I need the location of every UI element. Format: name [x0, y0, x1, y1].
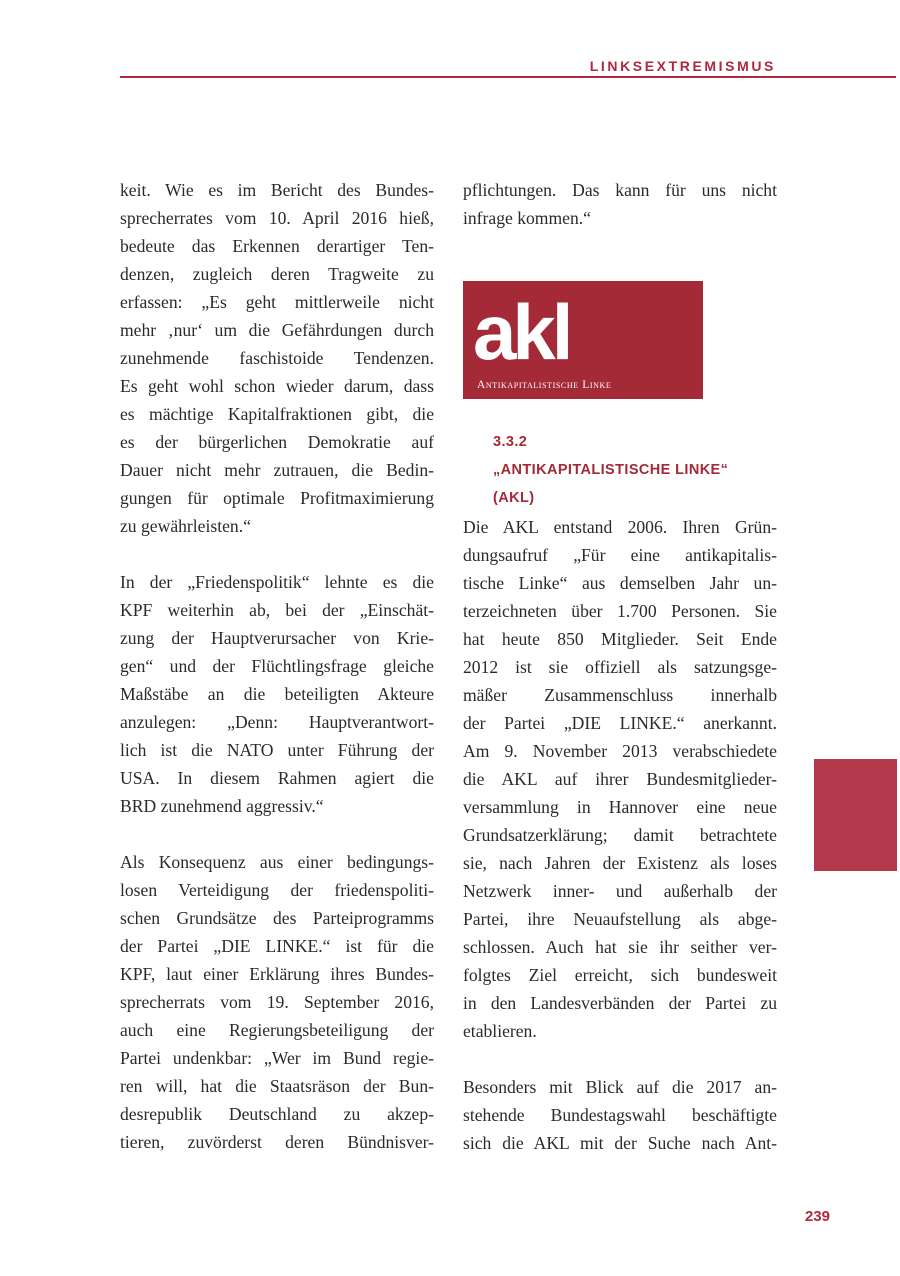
text-line: Partei, ihre Neuaufstellung als abge- [463, 909, 777, 929]
section-title: „ANTIKAPITALISTISCHE LINKE“ [493, 462, 729, 478]
akl-logo [463, 281, 703, 399]
paragraph [463, 513, 777, 1045]
right-column [463, 513, 777, 1157]
text-line: auch eine Regierungsbeteiligung der [120, 1020, 434, 1040]
paragraph [463, 1073, 777, 1157]
text-line: Partei undenkbar: „Wer im Bund regie- [120, 1048, 434, 1068]
left-column [120, 176, 434, 1156]
text-line: Besonders mit Blick auf die 2017 an- [463, 1077, 777, 1097]
text-line: hat heute 850 Mitglieder. Seit Ende [463, 629, 777, 649]
text-line: schlossen. Auch hat sie ihr seither ver- [463, 937, 777, 957]
text-line: sie, nach Jahren der Existenz als loses [463, 853, 777, 873]
text-line: lich ist die NATO unter Führung der [120, 740, 434, 760]
text-line: ren will, hat die Staatsräson der Bun- [120, 1076, 434, 1096]
text-line: Als Konsequenz aus einer bedingungs- [120, 852, 434, 872]
paragraph [120, 848, 434, 1156]
text-line: zunehmende faschistoide Tendenzen. [120, 348, 434, 368]
right-column-top [463, 176, 777, 232]
logo-wordmark: akl [473, 288, 570, 376]
text-line: es mächtige Kapitalfraktionen gibt, die [120, 404, 434, 424]
text-line: versammlung in Hannover eine neue [463, 797, 777, 817]
chapter-tab-marker [814, 759, 897, 871]
text-line: tieren, zuvörderst deren Bündnisver- [120, 1132, 434, 1152]
text-line: etablieren. [463, 1021, 537, 1041]
text-line: gen“ und der Flüchtlingsfrage gleiche [120, 656, 434, 676]
text-line: dungsaufruf „Für eine antikapitalis- [463, 545, 777, 565]
text-line: zung der Hauptverursacher von Krie- [120, 628, 434, 648]
text-line: losen Verteidigung der friedenspoliti- [120, 880, 434, 900]
section-title-abbr: (AKL) [493, 490, 535, 506]
text-line: desrepublik Deutschland zu akzep- [120, 1104, 434, 1124]
page-number: 239 [804, 1208, 830, 1225]
text-line: folgtes Ziel erreicht, sich bundesweit [463, 965, 777, 985]
text-line: Es geht wohl schon wieder darum, dass [120, 376, 434, 396]
text-line: BRD zunehmend aggressiv.“ [120, 796, 324, 816]
paragraph [120, 568, 434, 820]
text-line: pflichtungen. Das kann für uns nicht [463, 180, 777, 200]
text-line: KPF, laut einer Erklärung ihres Bundes- [120, 964, 434, 984]
text-line: infrage kommen.“ [463, 208, 591, 228]
header-rule [120, 76, 896, 78]
text-line: der Partei „DIE LINKE.“ anerkannt. [463, 713, 777, 733]
text-line: tische Linke“ aus demselben Jahr un- [463, 573, 777, 593]
text-line: erfassen: „Es geht mittlerweile nicht [120, 292, 434, 312]
text-line: sprecherrates vom 10. April 2016 hieß, [120, 208, 434, 228]
running-header: LINKSEXTREMISMUS [589, 58, 776, 74]
text-line: terzeichneten über 1.700 Personen. Sie [463, 601, 777, 621]
text-line: Dauer nicht mehr zutrauen, die Bedin- [120, 460, 434, 480]
text-line: mäßer Zusammenschluss innerhalb [463, 685, 777, 705]
text-line: anzulegen: „Denn: Hauptverantwort- [120, 712, 434, 732]
text-line: Die AKL entstand 2006. Ihren Grün- [463, 517, 777, 537]
text-line: Grundsatzerklärung; damit betrachtete [463, 825, 777, 845]
text-line: 2012 ist sie offiziell als satzungsge- [463, 657, 777, 677]
text-line: In der „Friedenspolitik“ lehnte es die [120, 572, 434, 592]
text-line: die AKL auf ihrer Bundesmitglieder- [463, 769, 777, 789]
text-line: keit. Wie es im Bericht des Bundes- [120, 180, 434, 200]
text-line: der Partei „DIE LINKE.“ ist für die [120, 936, 434, 956]
text-line: in den Landesverbänden der Partei zu [463, 993, 777, 1013]
text-line: stehende Bundestagswahl beschäftigte [463, 1105, 777, 1125]
section-number: 3.3.2 [493, 434, 528, 450]
text-line: zu gewährleisten.“ [120, 516, 251, 536]
text-line: bedeute das Erkennen derartiger Ten- [120, 236, 434, 256]
text-line: sich die AKL mit der Suche nach Ant- [463, 1133, 777, 1153]
text-line: Maßstäbe an die beteiligten Akteure [120, 684, 434, 704]
text-line: mehr ‚nur‘ um die Gefährdungen durch [120, 320, 434, 340]
text-line: es der bürgerlichen Demokratie auf [120, 432, 434, 452]
text-line: USA. In diesem Rahmen agiert die [120, 768, 434, 788]
text-line: schen Grundsätze des Parteiprogramms [120, 908, 434, 928]
section-heading [493, 428, 793, 512]
text-line: Netzwerk inner- und außerhalb der [463, 881, 777, 901]
paragraph [120, 176, 434, 540]
text-line: Am 9. November 2013 verabschiedete [463, 741, 777, 761]
logo-subtitle: Antikapitalistische Linke [477, 379, 612, 391]
text-line: denzen, zugleich deren Tragweite zu [120, 264, 434, 284]
text-line: KPF weiterhin ab, bei der „Einschät- [120, 600, 434, 620]
text-line: sprecherrats vom 19. September 2016, [120, 992, 434, 1012]
text-line: gungen für optimale Profitmaximierung [120, 488, 434, 508]
